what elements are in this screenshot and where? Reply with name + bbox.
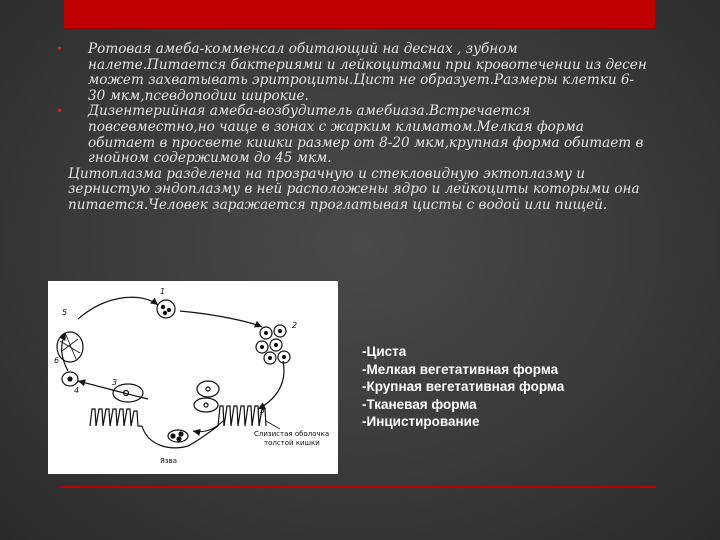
bullet-text: Ротовая амеба-комменсал обитающий на деснах , зубном налете.Питается бактериями и лейкоцитами при кровотечении из десен может захватывать эритроциты.Цист не образует.Размеры клетки 6-30 мкм,псевдоподии широкие. [88,41,647,104]
arrow-up-left [62,333,68,371]
mucosa-left [90,409,142,426]
stage-legend [362,343,564,431]
bullet-text: Дизентерийная амеба-возбудитель амебиаза.Встречается повсевместно,но чаще в зонах с жарким климатом.Мелкая форма обитает в просвете кишки размер от 8-20 мкм,крупная форма обитает в гнойном содержимом до 45 мкм. [88,103,644,167]
label-ulcer: Язва [160,457,178,465]
label-6: 6 [54,356,60,365]
slide-text [56,41,648,214]
label-3-right: 3 [260,406,266,415]
arrow-right [180,311,262,327]
cytoplasm-paragraph: Цитоплазма разделена на прозрачную и стекловидную эктоплазму и зернистую эндоплазму в ней расположены ядро и лейкоциты которыми она питается.Человек заражается проглатывая цисты с водой или пищей. [68,165,640,213]
bullet-oral-amoeba [56,41,648,104]
label-5: 5 [62,308,68,317]
label-3-left: 3 [112,378,118,387]
life-cycle-diagram [48,281,338,474]
label-4: 4 [74,386,80,395]
label-mucosa-1: Слизистая оболочка [254,430,330,438]
cyst-cluster [256,325,290,364]
label-mucosa-2: толстой кишки [264,439,320,447]
large-trophozoite-2 [197,381,219,397]
legend-item-large-form: -Крупная вегетативная форма [362,379,565,394]
bullet-dysentery-amoeba [56,103,648,167]
bullet-marker: • [56,42,64,56]
legend-item-small-form: -Мелкая вегетативная форма [362,361,559,377]
arrow-top [78,297,158,319]
cyst-1 [157,300,175,318]
legend-item-encystment: -Инцистирование [362,414,480,429]
mucosa-pointer [266,421,280,429]
legend-item-tissue-form: -Тканевая форма [362,396,477,412]
label-1: 1 [160,287,166,296]
bullet-marker: • [56,104,64,119]
title-bar [64,0,655,28]
bottom-divider [60,486,656,488]
large-trophozoite-3 [194,398,218,412]
life-cycle-drawing [48,281,338,474]
label-2: 2 [292,321,298,330]
legend-item-cyst: -Циста [362,344,407,359]
arrow-down-right [258,361,284,409]
